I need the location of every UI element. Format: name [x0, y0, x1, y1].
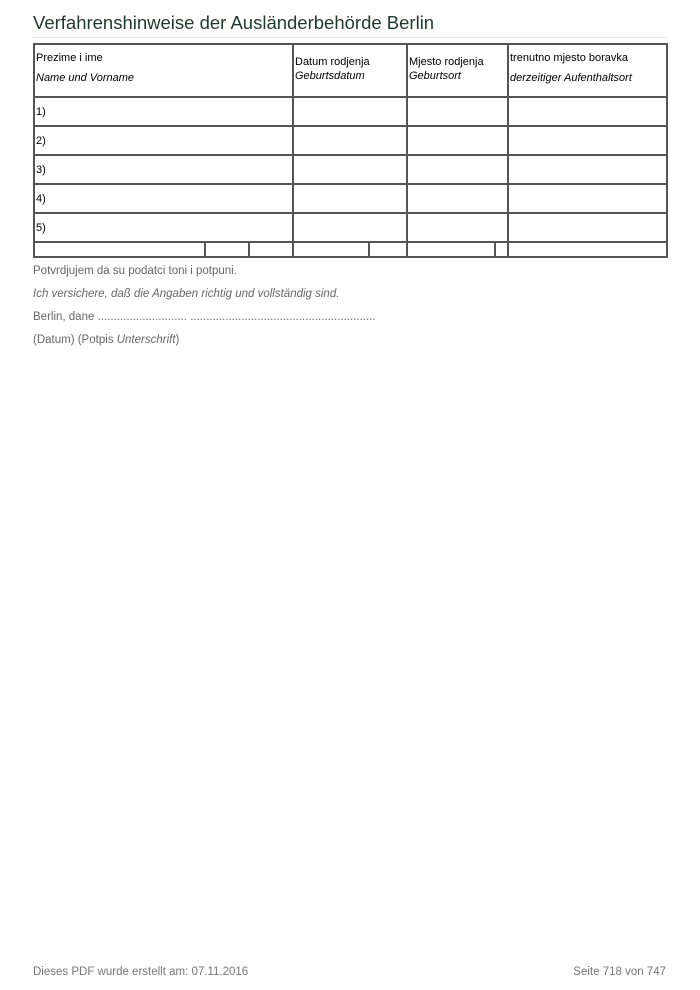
- filler-cell: [249, 242, 293, 257]
- column-header-label: Prezime i ime: [36, 52, 103, 64]
- place-date-signature-line: Berlin, dane ............................ ..........................................................: [33, 311, 376, 323]
- birthplace-cell[interactable]: [407, 184, 508, 213]
- birthplace-cell[interactable]: [407, 126, 508, 155]
- column-header-name: [34, 44, 293, 97]
- row-number: 3): [34, 155, 293, 184]
- birthplace-cell[interactable]: [407, 155, 508, 184]
- birthdate-cell[interactable]: [293, 155, 407, 184]
- filler-cell: [205, 242, 249, 257]
- table-filler-row: [34, 242, 667, 257]
- row-number: 2): [34, 126, 293, 155]
- footer-created-date: Dieses PDF wurde erstellt am: 07.11.2016: [33, 966, 249, 978]
- residence-cell[interactable]: [508, 126, 667, 155]
- row-number: 1): [34, 97, 293, 126]
- table-row: [34, 213, 667, 242]
- footer-page-number: Seite 718 von 747: [573, 966, 666, 978]
- birthplace-cell[interactable]: [407, 213, 508, 242]
- table-row: [34, 155, 667, 184]
- residence-cell[interactable]: [508, 213, 667, 242]
- filler-cell: [369, 242, 407, 257]
- column-header-label-de: derzeitiger Aufenthaltsort: [510, 72, 632, 84]
- column-header-label-de: Name und Vorname: [36, 72, 135, 84]
- table-row: [34, 184, 667, 213]
- caption-prefix: (Datum) (Potpis: [33, 334, 117, 346]
- residence-cell[interactable]: [508, 155, 667, 184]
- table-row: [34, 97, 667, 126]
- birthdate-cell[interactable]: [293, 213, 407, 242]
- column-header-label: trenutno mjesto boravka: [510, 52, 629, 64]
- page-title: Verfahrenshinweise der Ausländerbehörde Berlin: [33, 12, 435, 33]
- filler-cell: [407, 242, 495, 257]
- filler-cell: [34, 242, 205, 257]
- caption-italic: Unterschrift: [116, 334, 176, 346]
- column-header-residence: [508, 44, 667, 97]
- table-header-row: [34, 44, 667, 97]
- date-signature-caption: [33, 334, 179, 346]
- table-row: [34, 126, 667, 155]
- birthdate-cell[interactable]: [293, 97, 407, 126]
- filler-cell: [495, 242, 508, 257]
- caption-suffix: ): [175, 334, 180, 346]
- filler-cell: [508, 242, 667, 257]
- column-header-label: Datum rodjenja: [295, 56, 370, 68]
- person-data-table: [33, 43, 668, 258]
- confirmation-text: Potvrdjujem da su podatci toni i potpuni.: [33, 265, 237, 277]
- filler-cell: [293, 242, 369, 257]
- confirmation-text-de: Ich versichere, daß die Angaben richtig und vollständig sind.: [33, 288, 340, 300]
- column-header-birthdate: [293, 44, 407, 97]
- birthdate-cell[interactable]: [293, 126, 407, 155]
- birthplace-cell[interactable]: [407, 97, 508, 126]
- residence-cell[interactable]: [508, 97, 667, 126]
- column-header-label: Mjesto rodjenja: [409, 56, 484, 68]
- residence-cell[interactable]: [508, 184, 667, 213]
- column-header-label-de: Geburtsdatum: [295, 70, 365, 82]
- column-header-label-de: Geburtsort: [409, 70, 461, 82]
- column-header-birthplace: [407, 44, 508, 97]
- birthdate-cell[interactable]: [293, 184, 407, 213]
- title-divider: [33, 37, 666, 38]
- row-number: 5): [34, 213, 293, 242]
- row-number: 4): [34, 184, 293, 213]
